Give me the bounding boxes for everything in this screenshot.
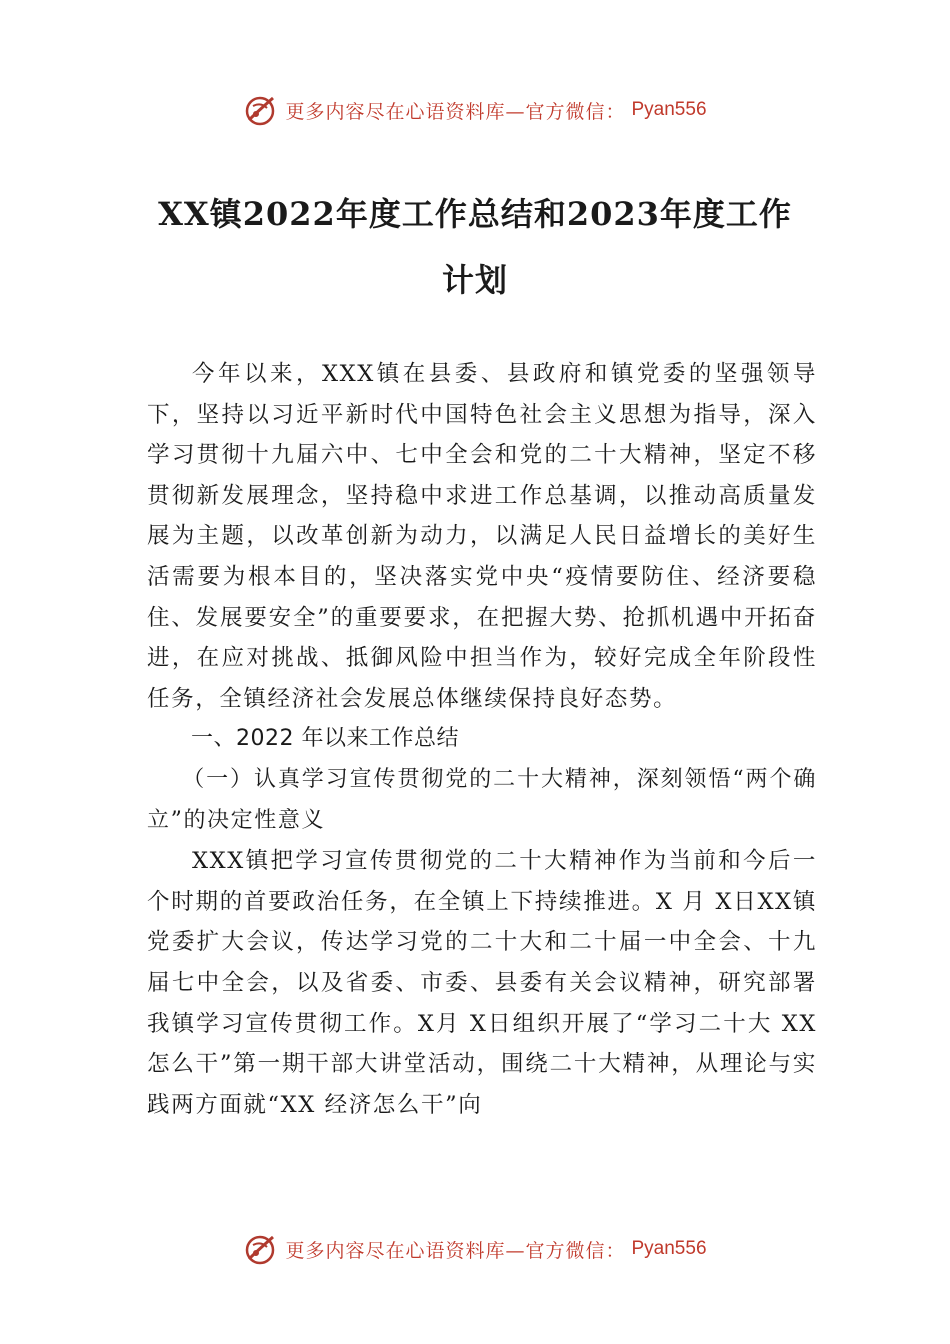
banner-text: 更多内容尽在心语资料库—官方微信： <box>285 1239 626 1262</box>
subsection-heading: （一）认真学习宣传贯彻党的二十大精神，深刻领悟“两个确立”的决定性意义 <box>147 766 817 833</box>
brush-logo-icon <box>243 92 279 128</box>
banner-wechat-id: Pyan556 <box>631 99 707 120</box>
banner-text: 更多内容尽在心语资料库—官方微信： <box>285 100 626 123</box>
page-title-line-1: XX镇2022年度工作总结和2023年度工作 <box>158 195 792 233</box>
header-banner <box>0 92 950 128</box>
document-body <box>147 354 817 1125</box>
brush-logo-icon <box>243 1231 279 1267</box>
page-title-line-2: 计划 <box>441 261 508 299</box>
footer-banner <box>0 1231 950 1267</box>
body-paragraph: XXX镇把学习宣传贯彻党的二十大精神作为当前和今后一个时期的首要政治任务，在全镇上下持续推进。X 月 X日XX镇党委扩大会议，传达学习党的二十大和二十届一中全会、十九届七中全会，以及省委、市委、县委有关会议精神，研究部署我镇学习宣传贯彻工作。X月 X日组织开展了“学习二十大 XX怎么干”第一期干部大讲堂活动，围绕二十大精神，从理论与实践两方面就“XX 经济怎么干”向 <box>147 848 817 1118</box>
banner-wechat-id: Pyan556 <box>631 1238 707 1259</box>
intro-paragraph: 今年以来，XXX镇在县委、县政府和镇党委的坚强领导下，坚持以习近平新时代中国特色社会主义思想为指导，深入学习贯彻十九届六中、七中全会和党的二十大精神，坚定不移贯彻新发展理念，坚持稳中求进工作总基调，以推动高质量发展为主题，以改革创新为动力，以满足人民日益增长的美好生活需要为根本目的，坚决落实党中央“疫情要防住、经济要稳住、发展要安全”的重要要求，在把握大势、抢抓机遇中开拓奋进，在应对挑战、抵御风险中担当作为，较好完成全年阶段性任务，全镇经济社会发展总体继续保持良好态势。 <box>147 361 817 712</box>
section-heading: 一、2022 年以来工作总结 <box>191 726 459 752</box>
